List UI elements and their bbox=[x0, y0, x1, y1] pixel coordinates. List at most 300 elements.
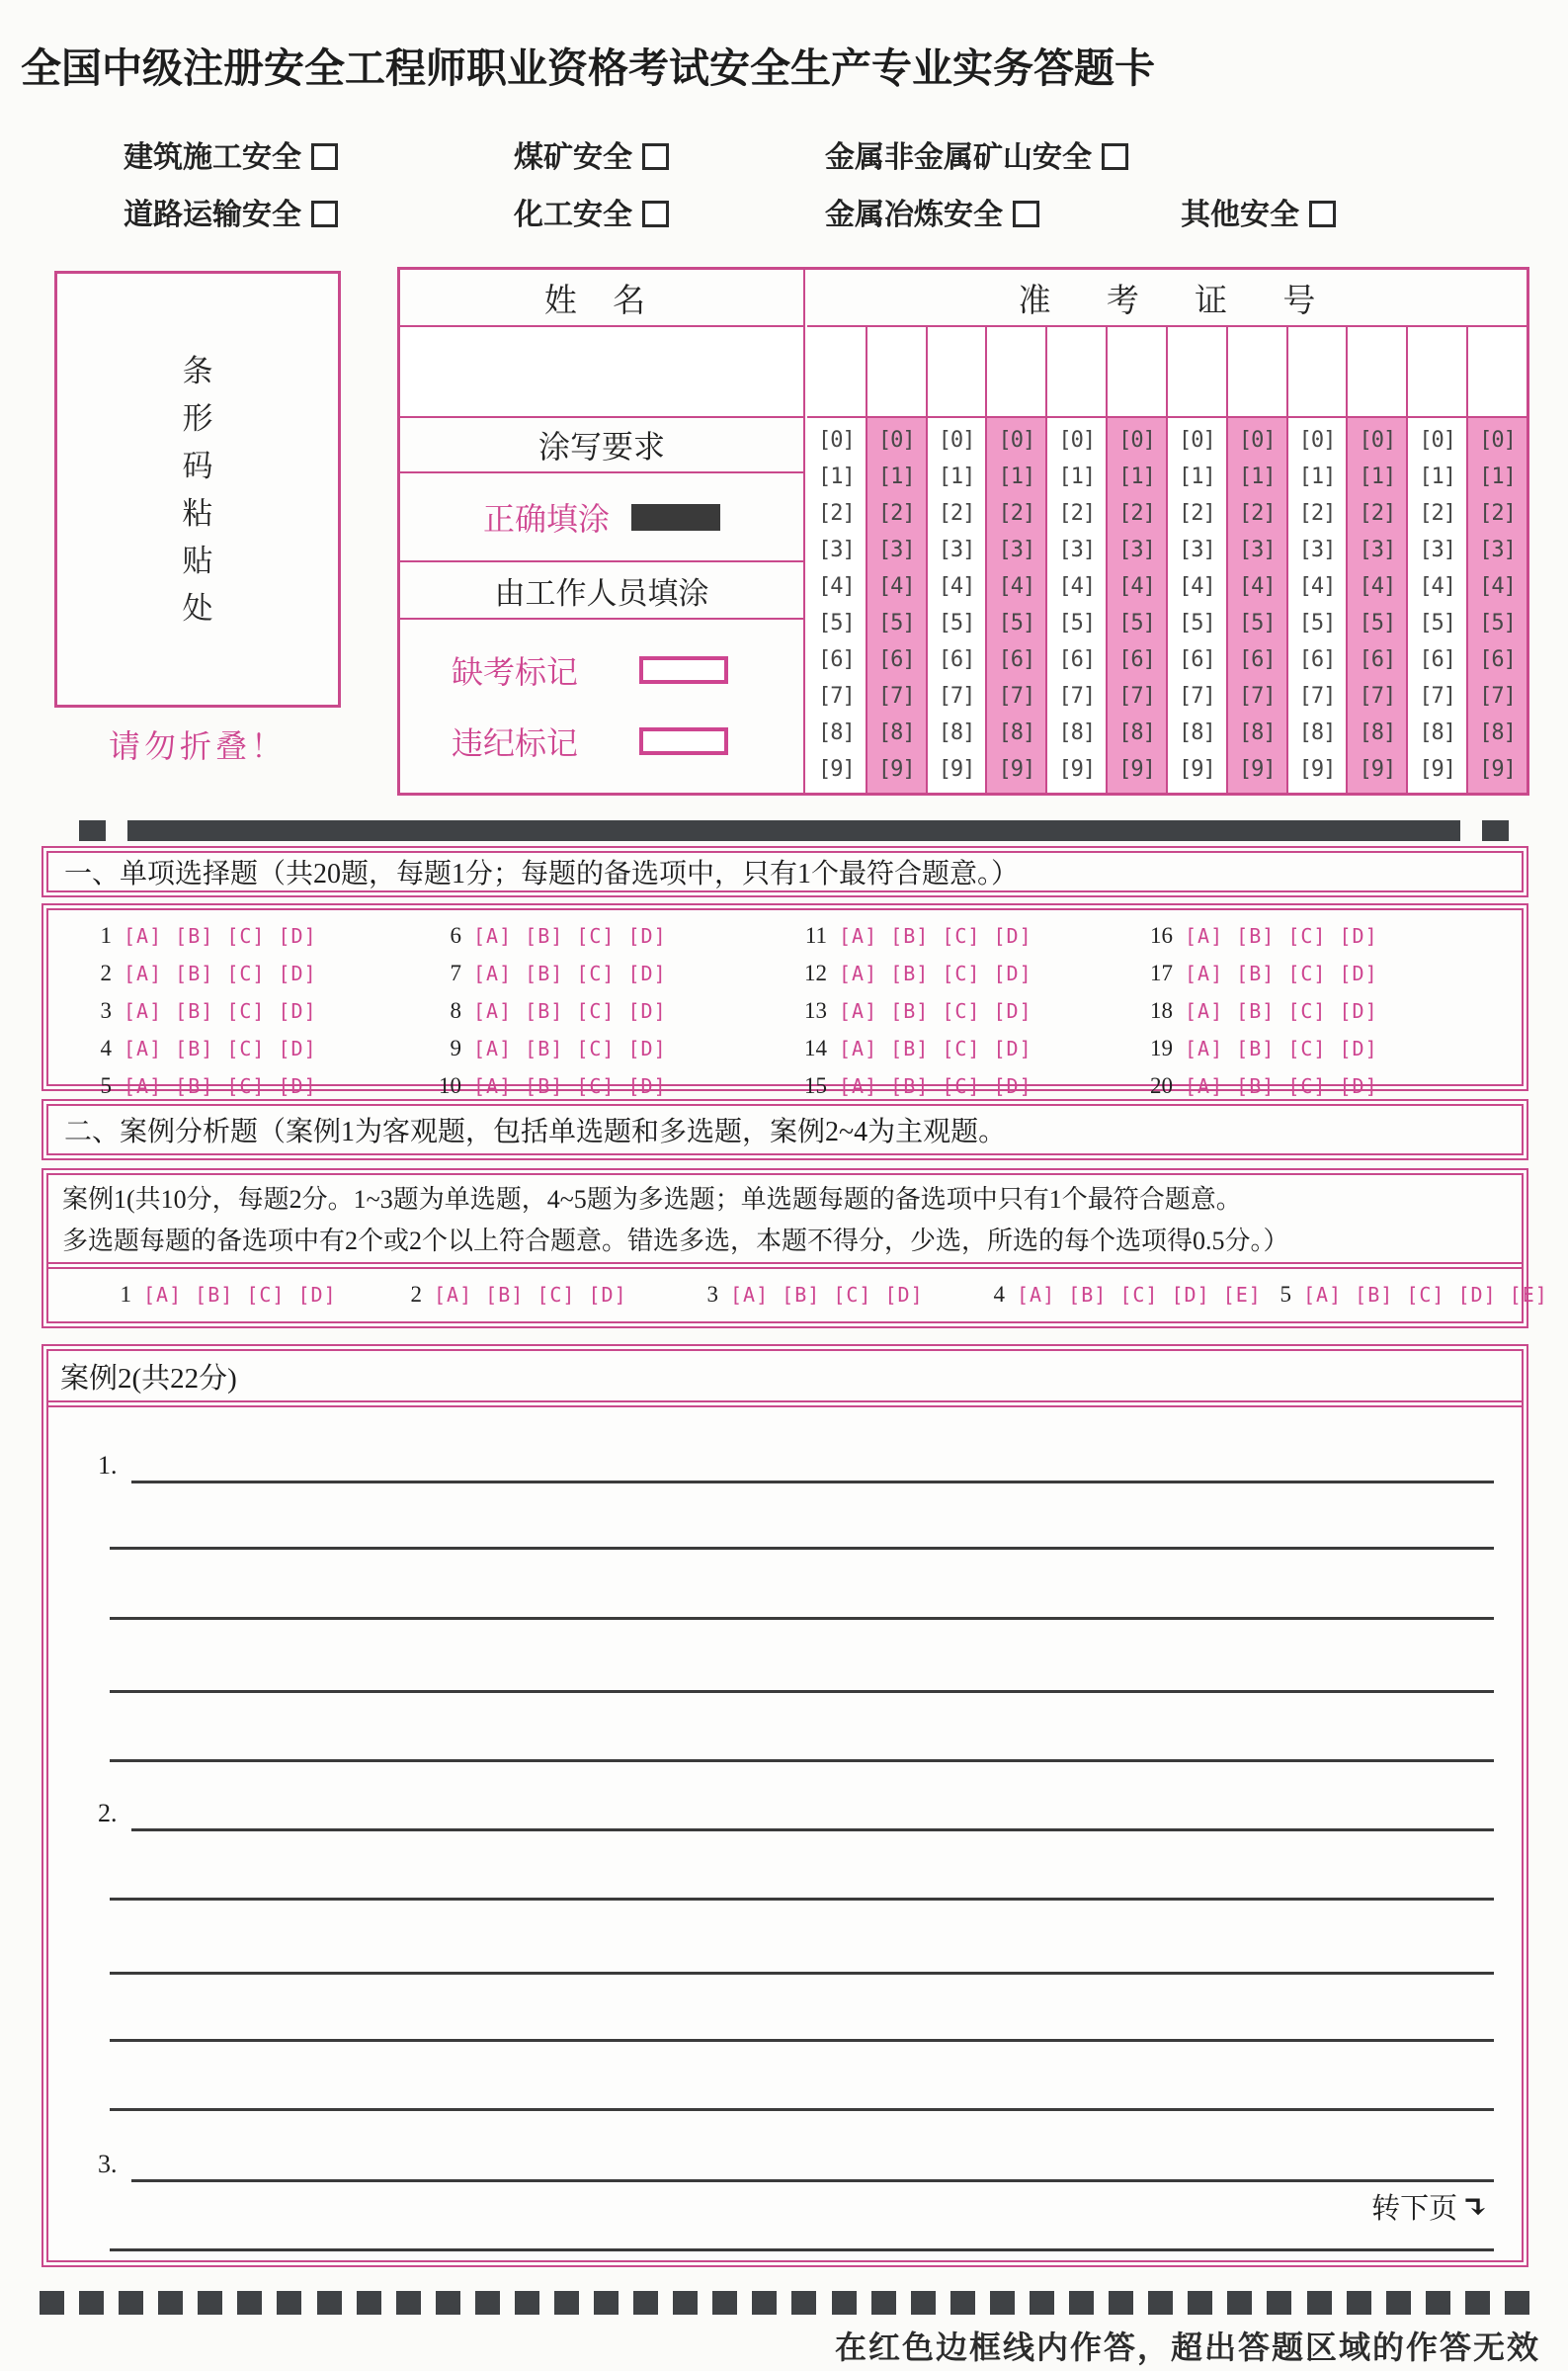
answer-line[interactable] bbox=[110, 1617, 1494, 1620]
answer-options[interactable]: [A] [B] [C] [D] [E] bbox=[1017, 1282, 1262, 1307]
digit-bubble[interactable]: [1] bbox=[1058, 464, 1096, 489]
digit-bubble[interactable]: [4] bbox=[1419, 573, 1456, 599]
timing-marks-row bbox=[40, 2291, 1529, 2315]
next-page-label: 转下页 bbox=[1371, 2193, 1458, 2225]
digit-bubble[interactable]: [7] bbox=[1359, 684, 1396, 710]
question-number: 3 bbox=[706, 1281, 718, 1307]
case1-desc-line2: 多选题每题的备选项中有2个或2个以上符合题意。错选多选，本题不得分，少选，所选的每个选项得0.5分。） bbox=[62, 1227, 1289, 1255]
digit-bubble[interactable]: [7] bbox=[938, 684, 975, 710]
answer-options[interactable]: [A] [B] [C] [D] bbox=[124, 1074, 317, 1098]
answer-line[interactable] bbox=[110, 1690, 1494, 1693]
answer-options[interactable]: [A] [B] [C] [D] bbox=[473, 962, 667, 985]
digit-bubble[interactable]: [8] bbox=[1359, 720, 1396, 746]
answer-options[interactable]: [A] [B] [C] [D] bbox=[839, 924, 1032, 948]
checkbox[interactable] bbox=[1309, 201, 1336, 227]
case1-question bbox=[969, 1282, 1262, 1308]
digit-bubble[interactable]: [2] bbox=[1238, 500, 1276, 526]
question-row bbox=[1137, 923, 1378, 948]
digit-bubble[interactable]: [0] bbox=[998, 427, 1035, 453]
digit-bubble[interactable]: [2] bbox=[1058, 500, 1096, 526]
answer-line[interactable] bbox=[110, 1898, 1494, 1901]
answer-options[interactable]: [A] [B] [C] [D] bbox=[839, 1037, 1032, 1060]
question-row bbox=[791, 1073, 1032, 1098]
digit-bubble[interactable]: [0] bbox=[1058, 427, 1096, 453]
timing-mark bbox=[1188, 2291, 1212, 2315]
case1-question bbox=[96, 1282, 337, 1308]
ticket-digit-cell[interactable] bbox=[1226, 327, 1286, 416]
digit-bubble[interactable]: [5] bbox=[1058, 611, 1096, 636]
barcode-label-char: 处 bbox=[182, 590, 213, 626]
digit-bubble[interactable]: [6] bbox=[1058, 647, 1096, 673]
digit-bubble[interactable]: [1] bbox=[938, 464, 975, 489]
digit-bubble[interactable]: [3] bbox=[1238, 537, 1276, 562]
answer-options[interactable]: [A] [B] [C] [D] bbox=[473, 924, 667, 948]
question-number: 1 bbox=[100, 923, 112, 948]
digit-bubble[interactable]: [9] bbox=[998, 757, 1035, 783]
exam-type-other bbox=[1181, 190, 1336, 231]
answer-line[interactable] bbox=[110, 1972, 1494, 1975]
timing-mark bbox=[198, 2291, 222, 2315]
filled-bubble-example bbox=[631, 504, 720, 531]
answer-options[interactable]: [A] [B] [C] [D] bbox=[124, 999, 317, 1023]
timing-mark bbox=[119, 2291, 143, 2315]
timing-mark bbox=[436, 2291, 460, 2315]
checkbox[interactable] bbox=[642, 143, 669, 170]
answer-options[interactable]: [A] [B] [C] [D] bbox=[434, 1282, 627, 1307]
question-row bbox=[76, 961, 317, 985]
digit-bubble[interactable]: [2] bbox=[998, 500, 1035, 526]
digit-bubble[interactable]: [6] bbox=[1479, 647, 1516, 673]
exam-type-label: 其他安全 bbox=[1181, 199, 1299, 231]
digit-bubble[interactable]: [1] bbox=[1298, 464, 1336, 489]
name-header: 姓 名 bbox=[400, 270, 803, 327]
digit-bubble[interactable]: [8] bbox=[1179, 720, 1215, 746]
ticket-digit-cell[interactable] bbox=[1346, 327, 1406, 416]
timing-mark bbox=[752, 2291, 777, 2315]
question-row bbox=[1137, 1073, 1378, 1098]
section2-header-box bbox=[41, 1099, 1528, 1160]
case1-desc-line1: 案例1(共10分，每题2分。1~3题为单选题，4~5题为多选题；单选题每题的备选项中只有1个最符合题意。 bbox=[62, 1185, 1242, 1214]
digit-bubble[interactable]: [3] bbox=[1359, 537, 1396, 562]
timing-mark bbox=[1307, 2291, 1332, 2315]
digit-bubble[interactable]: [6] bbox=[1298, 647, 1336, 673]
timing-mark bbox=[871, 2291, 896, 2315]
checkbox[interactable] bbox=[1013, 201, 1039, 227]
digit-bubble[interactable]: [4] bbox=[1179, 573, 1215, 599]
section1-answer-box bbox=[41, 903, 1528, 1098]
ticket-digit-cell[interactable] bbox=[985, 327, 1045, 416]
digit-bubble[interactable]: [8] bbox=[1058, 720, 1096, 746]
answer-line[interactable] bbox=[110, 2039, 1494, 2042]
digit-bubble[interactable]: [7] bbox=[1058, 684, 1096, 710]
question-row bbox=[1137, 998, 1378, 1023]
timing-mark bbox=[1426, 2291, 1450, 2315]
digit-bubble[interactable]: [1] bbox=[1419, 464, 1456, 489]
case2-writing-area[interactable] bbox=[48, 1407, 1522, 2260]
digit-bubble[interactable]: [6] bbox=[818, 647, 855, 673]
question-number: 15 bbox=[804, 1073, 827, 1098]
ticket-bubble-column bbox=[926, 418, 986, 793]
digit-bubble[interactable]: [0] bbox=[1419, 427, 1456, 453]
digit-bubble[interactable]: [4] bbox=[1359, 573, 1396, 599]
barcode-label-char: 贴 bbox=[182, 543, 213, 578]
digit-bubble[interactable]: [2] bbox=[1179, 500, 1215, 526]
digit-bubble[interactable]: [2] bbox=[938, 500, 975, 526]
digit-bubble[interactable]: [2] bbox=[1359, 500, 1396, 526]
exam-type-construction bbox=[124, 132, 338, 174]
digit-bubble[interactable]: [0] bbox=[1118, 427, 1155, 453]
absent-mark-bubble[interactable] bbox=[639, 656, 728, 684]
digit-bubble[interactable]: [3] bbox=[998, 537, 1035, 562]
digit-bubble[interactable]: [9] bbox=[1238, 757, 1276, 783]
question-number: 9 bbox=[450, 1036, 461, 1060]
ticket-digit-cell[interactable] bbox=[866, 327, 926, 416]
digit-bubble[interactable]: [0] bbox=[1179, 427, 1215, 453]
answer-options[interactable]: [A] [B] [C] [D] bbox=[839, 1074, 1032, 1098]
digit-bubble[interactable]: [4] bbox=[1238, 573, 1276, 599]
answer-line[interactable] bbox=[131, 1828, 1494, 1831]
exam-type-metal-smelting bbox=[825, 190, 1039, 231]
barcode-label-char: 条 bbox=[182, 353, 213, 388]
digit-bubble[interactable]: [0] bbox=[818, 427, 855, 453]
timing-mark bbox=[1227, 2291, 1252, 2315]
digit-bubble[interactable]: [4] bbox=[818, 573, 855, 599]
ticket-digit-cell[interactable] bbox=[807, 327, 866, 416]
ticket-digit-cell[interactable] bbox=[1045, 327, 1106, 416]
question-number: 2 bbox=[100, 961, 112, 985]
ticket-bubble-column bbox=[866, 418, 926, 793]
ticket-digit-cell[interactable] bbox=[926, 327, 986, 416]
digit-bubble[interactable]: [7] bbox=[1479, 684, 1516, 710]
section1-header-box bbox=[41, 846, 1528, 897]
question-number: 11 bbox=[804, 923, 827, 948]
answer-line[interactable] bbox=[131, 2179, 1494, 2182]
digit-bubble[interactable]: [7] bbox=[1118, 684, 1155, 710]
digit-bubble[interactable]: [5] bbox=[938, 611, 975, 636]
barcode-label-char: 形 bbox=[182, 400, 213, 436]
digit-bubble[interactable]: [0] bbox=[938, 427, 975, 453]
separator-bar bbox=[127, 820, 1460, 841]
absent-mark-row bbox=[452, 647, 803, 693]
question-row bbox=[791, 923, 1032, 948]
question-row bbox=[791, 961, 1032, 985]
timing-mark bbox=[317, 2291, 342, 2315]
digit-bubble[interactable]: [8] bbox=[1298, 720, 1336, 746]
timing-mark bbox=[237, 2291, 262, 2315]
question-number: 19 bbox=[1150, 1036, 1173, 1060]
digit-bubble[interactable]: [5] bbox=[1118, 611, 1155, 636]
question-row bbox=[426, 1036, 667, 1060]
digit-bubble[interactable]: [9] bbox=[877, 757, 915, 783]
timing-mark bbox=[79, 820, 106, 841]
staff-fill-header: 由工作人员填涂 bbox=[400, 562, 803, 620]
digit-bubble[interactable]: [4] bbox=[1058, 573, 1096, 599]
question-number: 18 bbox=[1150, 998, 1173, 1023]
digit-bubble[interactable]: [4] bbox=[1479, 573, 1516, 599]
digit-bubble[interactable]: [1] bbox=[877, 464, 915, 489]
digit-bubble[interactable]: [8] bbox=[938, 720, 975, 746]
digit-bubble[interactable]: [5] bbox=[818, 611, 855, 636]
digit-bubble[interactable]: [3] bbox=[938, 537, 975, 562]
digit-bubble[interactable]: [2] bbox=[877, 500, 915, 526]
timing-mark bbox=[40, 2291, 64, 2315]
digit-bubble[interactable]: [3] bbox=[1419, 537, 1456, 562]
timing-mark bbox=[158, 2291, 183, 2315]
digit-bubble[interactable]: [7] bbox=[1238, 684, 1276, 710]
ticket-bubble-column bbox=[1406, 418, 1466, 793]
answer-options[interactable]: [A] [B] [C] [D] bbox=[839, 999, 1032, 1023]
digit-bubble[interactable]: [5] bbox=[877, 611, 915, 636]
question-number: 3 bbox=[100, 998, 112, 1023]
digit-bubble[interactable]: [9] bbox=[1419, 757, 1456, 783]
ticket-digit-cell[interactable] bbox=[1286, 327, 1347, 416]
digit-bubble[interactable]: [9] bbox=[1298, 757, 1336, 783]
digit-bubble[interactable]: [7] bbox=[998, 684, 1035, 710]
digit-bubble[interactable]: [4] bbox=[938, 573, 975, 599]
section1-header: 一、单项选择题（共20题，每题1分；每题的备选项中，只有1个最符合题意。） bbox=[64, 859, 1020, 889]
digit-bubble[interactable]: [0] bbox=[1479, 427, 1516, 453]
case1-description bbox=[48, 1175, 1522, 1264]
digit-bubble[interactable]: [9] bbox=[1359, 757, 1396, 783]
digit-bubble[interactable]: [3] bbox=[1179, 537, 1215, 562]
timing-mark bbox=[1109, 2291, 1133, 2315]
answer-item-number: 1. bbox=[98, 1451, 118, 1480]
digit-bubble[interactable]: [9] bbox=[1118, 757, 1155, 783]
digit-bubble[interactable]: [4] bbox=[998, 573, 1035, 599]
footer-note: 在红色边框线内作答，超出答题区域的作答无效 bbox=[834, 2329, 1540, 2365]
digit-bubble[interactable]: [8] bbox=[998, 720, 1035, 746]
violation-mark-row bbox=[452, 719, 803, 764]
digit-bubble[interactable]: [2] bbox=[818, 500, 855, 526]
answer-line[interactable] bbox=[110, 1759, 1494, 1762]
checkbox[interactable] bbox=[311, 201, 338, 227]
question-row bbox=[426, 1073, 667, 1098]
digit-bubble[interactable]: [1] bbox=[998, 464, 1035, 489]
answer-options[interactable]: [A] [B] [C] [D] bbox=[473, 1074, 667, 1098]
barcode-label-char: 粘 bbox=[182, 495, 213, 531]
digit-bubble[interactable]: [3] bbox=[1479, 537, 1516, 562]
digit-bubble[interactable]: [1] bbox=[1118, 464, 1155, 489]
digit-bubble[interactable]: [3] bbox=[1058, 537, 1096, 562]
exam-type-chemical bbox=[514, 190, 669, 231]
timing-mark bbox=[79, 2291, 104, 2315]
answer-options[interactable]: [A] [B] [C] [D] bbox=[124, 924, 317, 948]
exam-type-coal-mine bbox=[514, 132, 669, 174]
digit-bubble[interactable]: [9] bbox=[1058, 757, 1096, 783]
exam-type-metal-nonmetal-mine bbox=[825, 132, 1128, 174]
answer-options[interactable]: [A] [B] [C] [D] bbox=[839, 962, 1032, 985]
ticket-digit-cell[interactable] bbox=[1166, 327, 1226, 416]
correct-fill-row bbox=[400, 473, 803, 562]
digit-bubble[interactable]: [3] bbox=[818, 537, 855, 562]
ticket-digit-cell[interactable] bbox=[1466, 327, 1527, 416]
timing-mark bbox=[1030, 2291, 1054, 2315]
question-number: 20 bbox=[1150, 1073, 1173, 1098]
do-not-fold-warning: 请勿折叠！ bbox=[108, 728, 287, 764]
digit-bubble[interactable]: [6] bbox=[938, 647, 975, 673]
digit-bubble[interactable]: [6] bbox=[998, 647, 1035, 673]
fill-requirement-header: 涂写要求 bbox=[400, 418, 803, 473]
digit-bubble[interactable]: [5] bbox=[1298, 611, 1336, 636]
digit-bubble[interactable]: [5] bbox=[1238, 611, 1276, 636]
exam-type-label: 建筑施工安全 bbox=[124, 141, 301, 174]
digit-bubble[interactable]: [2] bbox=[1298, 500, 1336, 526]
next-page-arrow-icon: ↴ bbox=[1461, 2188, 1488, 2225]
digit-bubble[interactable]: [6] bbox=[1359, 647, 1396, 673]
question-row bbox=[1137, 1036, 1378, 1060]
digit-bubble[interactable]: [1] bbox=[818, 464, 855, 489]
answer-line[interactable] bbox=[131, 1481, 1494, 1483]
question-number: 5 bbox=[1279, 1281, 1291, 1307]
digit-bubble[interactable]: [7] bbox=[1298, 684, 1336, 710]
name-column bbox=[400, 270, 805, 793]
answer-options[interactable]: [A] [B] [C] [D] bbox=[473, 999, 667, 1023]
ticket-digit-cell[interactable] bbox=[1406, 327, 1466, 416]
digit-bubble[interactable]: [0] bbox=[1238, 427, 1276, 453]
timing-mark bbox=[1148, 2291, 1173, 2315]
question-number: 4 bbox=[100, 1036, 112, 1060]
question-row bbox=[76, 923, 317, 948]
answer-line[interactable] bbox=[110, 2248, 1494, 2251]
exam-type-label: 金属非金属矿山安全 bbox=[825, 141, 1092, 174]
answer-item-number: 2. bbox=[98, 1799, 118, 1827]
question-number: 4 bbox=[993, 1281, 1005, 1307]
answer-options[interactable]: [A] [B] [C] [D] bbox=[124, 1037, 317, 1060]
digit-bubble[interactable]: [2] bbox=[1118, 500, 1155, 526]
digit-bubble[interactable]: [1] bbox=[1359, 464, 1396, 489]
answer-options[interactable]: [A] [B] [C] [D] bbox=[143, 1282, 337, 1307]
answer-options[interactable]: [A] [B] [C] [D] bbox=[1185, 1074, 1378, 1098]
candidate-info-table bbox=[397, 267, 1529, 796]
ticket-bubble-column bbox=[1045, 418, 1106, 793]
digit-bubble[interactable]: [3] bbox=[1298, 537, 1336, 562]
digit-bubble[interactable]: [7] bbox=[877, 684, 915, 710]
digit-bubble[interactable]: [0] bbox=[1359, 427, 1396, 453]
digit-bubble[interactable]: [9] bbox=[1179, 757, 1215, 783]
digit-bubble[interactable]: [6] bbox=[1419, 647, 1456, 673]
digit-bubble[interactable]: [6] bbox=[1179, 647, 1215, 673]
checkbox[interactable] bbox=[1102, 143, 1128, 170]
digit-bubble[interactable]: [3] bbox=[877, 537, 915, 562]
answer-options[interactable]: [A] [B] [C] [D] bbox=[473, 1037, 667, 1060]
checkbox[interactable] bbox=[642, 201, 669, 227]
name-input-cell[interactable] bbox=[400, 327, 803, 418]
digit-bubble[interactable]: [0] bbox=[877, 427, 915, 453]
timing-mark bbox=[990, 2291, 1015, 2315]
timing-mark bbox=[1465, 2291, 1490, 2315]
staff-marks-cell bbox=[400, 620, 803, 792]
violation-mark-bubble[interactable] bbox=[639, 727, 728, 755]
digit-bubble[interactable]: [7] bbox=[1419, 684, 1456, 710]
barcode-label-char: 码 bbox=[182, 448, 213, 483]
digit-bubble[interactable]: [8] bbox=[1479, 720, 1516, 746]
ticket-digit-cell[interactable] bbox=[1106, 327, 1166, 416]
timing-mark bbox=[950, 2291, 975, 2315]
digit-bubble[interactable]: [4] bbox=[1118, 573, 1155, 599]
digit-bubble[interactable]: [9] bbox=[938, 757, 975, 783]
question-column bbox=[791, 923, 1032, 1098]
ticket-bubble-column bbox=[1286, 418, 1347, 793]
digit-bubble[interactable]: [8] bbox=[1419, 720, 1456, 746]
question-column bbox=[76, 923, 317, 1098]
digit-bubble[interactable]: [3] bbox=[1118, 537, 1155, 562]
digit-bubble[interactable]: [2] bbox=[1419, 500, 1456, 526]
digit-bubble[interactable]: [8] bbox=[1118, 720, 1155, 746]
answer-item-number: 3. bbox=[98, 2150, 118, 2178]
digit-bubble[interactable]: [1] bbox=[1179, 464, 1215, 489]
digit-bubble[interactable]: [5] bbox=[1479, 611, 1516, 636]
digit-bubble[interactable]: [0] bbox=[1298, 427, 1336, 453]
digit-bubble[interactable]: [5] bbox=[1419, 611, 1456, 636]
timing-mark bbox=[712, 2291, 737, 2315]
digit-bubble[interactable]: [5] bbox=[998, 611, 1035, 636]
case1-question bbox=[386, 1282, 627, 1308]
digit-bubble[interactable]: [1] bbox=[1479, 464, 1516, 489]
timing-mark bbox=[791, 2291, 816, 2315]
digit-bubble[interactable]: [6] bbox=[877, 647, 915, 673]
digit-bubble[interactable]: [4] bbox=[1298, 573, 1336, 599]
digit-bubble[interactable]: [5] bbox=[1359, 611, 1396, 636]
answer-options[interactable]: [A] [B] [C] [D] bbox=[1185, 999, 1378, 1023]
question-row bbox=[76, 1036, 317, 1060]
question-number: 17 bbox=[1150, 961, 1173, 985]
exam-type-label: 道路运输安全 bbox=[124, 199, 301, 231]
digit-bubble[interactable]: [1] bbox=[1238, 464, 1276, 489]
answer-options[interactable]: [A] [B] [C] [D] bbox=[124, 962, 317, 985]
question-column bbox=[426, 923, 667, 1098]
case1-question bbox=[1256, 1282, 1548, 1308]
timing-mark bbox=[1069, 2291, 1094, 2315]
question-number: 2 bbox=[410, 1281, 422, 1307]
question-row bbox=[426, 961, 667, 985]
question-column bbox=[1137, 923, 1378, 1098]
digit-bubble[interactable]: [7] bbox=[818, 684, 855, 710]
digit-bubble[interactable]: [9] bbox=[818, 757, 855, 783]
exam-type-label: 煤矿安全 bbox=[514, 141, 632, 174]
digit-bubble[interactable]: [6] bbox=[1118, 647, 1155, 673]
digit-bubble[interactable]: [9] bbox=[1479, 757, 1516, 783]
exam-type-label: 化工安全 bbox=[514, 199, 632, 231]
digit-bubble[interactable]: [4] bbox=[877, 573, 915, 599]
ticket-bubble-column bbox=[1226, 418, 1286, 793]
answer-line[interactable] bbox=[110, 1547, 1494, 1550]
answer-options[interactable]: [A] [B] [C] [D] bbox=[730, 1282, 924, 1307]
answer-options[interactable]: [A] [B] [C] [D] bbox=[1185, 962, 1378, 985]
answer-options[interactable]: [A] [B] [C] [D] bbox=[1185, 1037, 1378, 1060]
digit-bubble[interactable]: [5] bbox=[1179, 611, 1215, 636]
answer-line[interactable] bbox=[110, 2108, 1494, 2111]
ticket-number-column bbox=[807, 270, 1527, 793]
digit-bubble[interactable]: [8] bbox=[818, 720, 855, 746]
question-number: 1 bbox=[120, 1281, 131, 1307]
timing-mark bbox=[633, 2291, 658, 2315]
question-row bbox=[76, 1073, 317, 1098]
timing-mark bbox=[1267, 2291, 1291, 2315]
timing-mark bbox=[594, 2291, 619, 2315]
timing-mark bbox=[357, 2291, 381, 2315]
answer-options[interactable]: [A] [B] [C] [D] bbox=[1185, 924, 1378, 948]
digit-bubble[interactable]: [2] bbox=[1479, 500, 1516, 526]
digit-bubble[interactable]: [6] bbox=[1238, 647, 1276, 673]
case2-box bbox=[41, 1344, 1528, 2267]
digit-bubble[interactable]: [7] bbox=[1179, 684, 1215, 710]
ticket-bubble-column bbox=[985, 418, 1045, 793]
case1-options-row bbox=[48, 1269, 1548, 1319]
checkbox[interactable] bbox=[311, 143, 338, 170]
answer-options[interactable]: [A] [B] [C] [D] [E] bbox=[1303, 1282, 1548, 1307]
digit-bubble[interactable]: [8] bbox=[1238, 720, 1276, 746]
digit-bubble[interactable]: [8] bbox=[877, 720, 915, 746]
